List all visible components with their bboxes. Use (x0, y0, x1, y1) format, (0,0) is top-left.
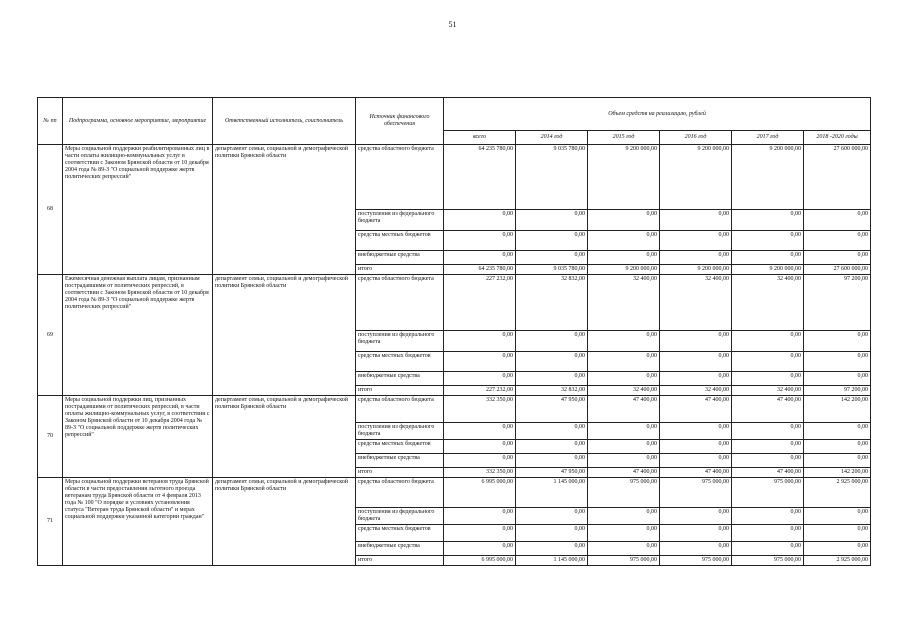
amount-cell: 0,00 (444, 542, 516, 556)
amount-cell: 0,00 (444, 231, 516, 251)
amount-cell: 0,00 (660, 423, 732, 440)
amount-cell: 0,00 (804, 508, 871, 525)
amount-cell: 0,00 (804, 454, 871, 468)
amount-cell: 0,00 (444, 525, 516, 542)
amount-cell: 0,00 (588, 231, 660, 251)
amount-cell: 0,00 (516, 372, 588, 386)
amount-cell: 0,00 (588, 440, 660, 454)
amount-cell: 0,00 (444, 454, 516, 468)
funding-source: средства местных бюджетов (356, 440, 444, 454)
amount-cell: 6 995 000,00 (444, 478, 516, 508)
amount-cell: 0,00 (588, 508, 660, 525)
amount-cell: 0,00 (804, 372, 871, 386)
header-no: № пп (38, 98, 63, 145)
amount-cell: 47 400,00 (732, 396, 804, 423)
amount-cell: 32 400,00 (732, 386, 804, 396)
amount-cell: 0,00 (804, 251, 871, 265)
amount-cell: 142 200,00 (804, 468, 871, 478)
amount-cell: 0,00 (444, 331, 516, 352)
header-year: всего (444, 131, 516, 145)
responsible-executor: департамент семьи, социальной и демографической политики Брянской области (213, 478, 356, 566)
row-number: 71 (38, 478, 63, 566)
amount-cell: 975 000,00 (588, 556, 660, 566)
amount-cell: 975 000,00 (732, 556, 804, 566)
funding-source: внебюджетные средства (356, 372, 444, 386)
amount-cell: 975 000,00 (660, 478, 732, 508)
amount-cell: 47 950,00 (516, 468, 588, 478)
funding-source: средства областного бюджета (356, 478, 444, 508)
amount-cell: 0,00 (804, 231, 871, 251)
amount-cell: 0,00 (660, 251, 732, 265)
amount-cell: 0,00 (588, 331, 660, 352)
header-program: Подпрограмма, основное мероприятие, мероприятие (63, 98, 213, 145)
amount-cell: 0,00 (588, 454, 660, 468)
amount-cell: 47 400,00 (732, 468, 804, 478)
amount-cell: 0,00 (516, 331, 588, 352)
amount-cell: 47 400,00 (660, 396, 732, 423)
amount-cell: 0,00 (444, 372, 516, 386)
header-year: 2018 -2020 годы (804, 131, 871, 145)
funding-source: поступления из федерального бюджета (356, 210, 444, 231)
funding-source: средства местных бюджетов (356, 352, 444, 372)
amount-cell: 0,00 (588, 372, 660, 386)
amount-cell: 0,00 (516, 454, 588, 468)
amount-cell: 0,00 (588, 352, 660, 372)
funding-source: итого (356, 386, 444, 396)
amount-cell: 9 200 000,00 (732, 265, 804, 275)
funding-source: внебюджетные средства (356, 542, 444, 556)
amount-cell: 32 832,00 (516, 275, 588, 331)
program-description: Меры социальной поддержки лиц, признанных пострадавшими от политических репрессий, в части оплаты жилищно-коммунальных услуг, в соответствии с Законом Брянской области от 10 декабря 2004 года № 89-З "О социальной поддержке жертв политических репрессий" (63, 396, 213, 478)
funding-source: средства областного бюджета (356, 396, 444, 423)
funding-source: итого (356, 265, 444, 275)
amount-cell: 9 200 000,00 (732, 145, 804, 210)
funding-source: средства местных бюджетов (356, 231, 444, 251)
amount-cell: 0,00 (732, 372, 804, 386)
header-year: 2014 год (516, 131, 588, 145)
amount-cell: 0,00 (516, 525, 588, 542)
amount-cell: 0,00 (588, 251, 660, 265)
amount-cell: 0,00 (444, 423, 516, 440)
amount-cell: 0,00 (660, 210, 732, 231)
amount-cell: 47 400,00 (588, 396, 660, 423)
amount-cell: 0,00 (660, 331, 732, 352)
amount-cell: 332 350,00 (444, 396, 516, 423)
amount-cell: 2 925 000,00 (804, 556, 871, 566)
amount-cell: 0,00 (732, 440, 804, 454)
amount-cell: 0,00 (804, 542, 871, 556)
amount-cell: 0,00 (804, 331, 871, 352)
amount-cell: 0,00 (732, 331, 804, 352)
amount-cell: 64 235 780,00 (444, 145, 516, 210)
row-number: 70 (38, 396, 63, 478)
amount-cell: 0,00 (516, 508, 588, 525)
amount-cell: 2 925 000,00 (804, 478, 871, 508)
responsible-executor: департамент семьи, социальной и демографической политики Брянской области (213, 275, 356, 396)
amount-cell: 975 000,00 (660, 556, 732, 566)
amount-cell: 0,00 (660, 440, 732, 454)
amount-cell: 97 200,00 (804, 386, 871, 396)
amount-cell: 0,00 (732, 525, 804, 542)
amount-cell: 227 232,00 (444, 386, 516, 396)
amount-cell: 0,00 (804, 423, 871, 440)
amount-cell: 9 035 780,00 (516, 145, 588, 210)
amount-cell: 0,00 (732, 454, 804, 468)
header-year: 2017 год (732, 131, 804, 145)
amount-cell: 0,00 (732, 251, 804, 265)
amount-cell: 32 400,00 (588, 275, 660, 331)
amount-cell: 32 400,00 (660, 386, 732, 396)
amount-cell: 97 200,00 (804, 275, 871, 331)
amount-cell: 0,00 (516, 440, 588, 454)
amount-cell: 1 145 000,00 (516, 556, 588, 566)
amount-cell: 9 200 000,00 (588, 145, 660, 210)
amount-cell: 975 000,00 (588, 478, 660, 508)
amount-cell: 0,00 (732, 210, 804, 231)
amount-cell: 9 200 000,00 (660, 145, 732, 210)
amount-cell: 6 995 000,00 (444, 556, 516, 566)
amount-cell: 0,00 (516, 352, 588, 372)
funding-source: средства местных бюджетов (356, 525, 444, 542)
table-row (38, 145, 871, 210)
amount-cell: 0,00 (732, 352, 804, 372)
amount-cell: 0,00 (516, 423, 588, 440)
amount-cell: 0,00 (732, 231, 804, 251)
funding-source: поступления из федерального бюджета (356, 508, 444, 525)
amount-cell: 0,00 (516, 251, 588, 265)
amount-cell: 0,00 (660, 454, 732, 468)
row-number: 69 (38, 275, 63, 396)
amount-cell: 227 232,00 (444, 275, 516, 331)
amount-cell: 0,00 (804, 525, 871, 542)
amount-cell: 0,00 (444, 352, 516, 372)
program-description: Ежемесячная денежная выплата лицам, признанным пострадавшими от политических репрессий, в соответствии с Законом Брянской области от 10 декабря 2004 года № 89-З "О социальной поддержке жертв политических репрессий" (63, 275, 213, 396)
amount-cell: 0,00 (660, 372, 732, 386)
table-row (38, 275, 871, 331)
amount-cell: 0,00 (804, 440, 871, 454)
funding-source: итого (356, 556, 444, 566)
funding-table (37, 97, 871, 566)
header-source: Источник финансового обеспечения (356, 98, 444, 145)
amount-cell: 0,00 (660, 231, 732, 251)
funding-source: итого (356, 468, 444, 478)
amount-cell: 0,00 (516, 210, 588, 231)
header-year: 2016 год (660, 131, 732, 145)
amount-cell: 0,00 (732, 423, 804, 440)
amount-cell: 0,00 (732, 508, 804, 525)
amount-cell: 9 200 000,00 (588, 265, 660, 275)
program-description: Меры социальной поддержки ветеранов труда Брянской области в части предоставления льготного проезда ветеранам труда Брянской области от 4 февраля 2013 года № 100 "О порядке и условиях установления статуса "Ветеран труда Брянской области" и мерах социальной поддержки указанной категории граждан" (63, 478, 213, 566)
amount-cell: 0,00 (660, 542, 732, 556)
amount-cell: 0,00 (660, 508, 732, 525)
funding-source: поступления из федерального бюджета (356, 331, 444, 352)
funding-source: средства областного бюджета (356, 275, 444, 331)
amount-cell: 47 950,00 (516, 396, 588, 423)
header-volume: Объем средств на реализацию, рублей (444, 98, 871, 131)
amount-cell: 64 235 780,00 (444, 265, 516, 275)
amount-cell: 1 145 000,00 (516, 478, 588, 508)
amount-cell: 0,00 (516, 231, 588, 251)
program-description: Меры социальной поддержки реабилитированных лиц в части оплаты жилищно-коммунальных услуг в соответствии с Законом Брянской области от 10 декабря 2004 года № 89-З "О социальной поддержке жертв политических репрессий" (63, 145, 213, 275)
amount-cell: 27 600 000,00 (804, 145, 871, 210)
amount-cell: 0,00 (660, 352, 732, 372)
amount-cell: 0,00 (660, 525, 732, 542)
amount-cell: 47 400,00 (660, 468, 732, 478)
funding-source: средства областного бюджета (356, 145, 444, 210)
amount-cell: 0,00 (804, 210, 871, 231)
amount-cell: 0,00 (444, 440, 516, 454)
row-number: 68 (38, 145, 63, 275)
amount-cell: 0,00 (732, 542, 804, 556)
header-year: 2015 год (588, 131, 660, 145)
amount-cell: 32 832,00 (516, 386, 588, 396)
responsible-executor: департамент семьи, социальной и демографической политики Брянской области (213, 145, 356, 275)
funding-source: внебюджетные средства (356, 251, 444, 265)
amount-cell: 142 200,00 (804, 396, 871, 423)
funding-source: поступления из федерального бюджета (356, 423, 444, 440)
amount-cell: 9 035 780,00 (516, 265, 588, 275)
amount-cell: 0,00 (588, 525, 660, 542)
amount-cell: 975 000,00 (732, 478, 804, 508)
amount-cell: 0,00 (588, 210, 660, 231)
amount-cell: 0,00 (588, 423, 660, 440)
amount-cell: 0,00 (588, 542, 660, 556)
amount-cell: 0,00 (444, 210, 516, 231)
amount-cell: 9 200 000,00 (660, 265, 732, 275)
amount-cell: 47 400,00 (588, 468, 660, 478)
amount-cell: 32 400,00 (588, 386, 660, 396)
amount-cell: 27 600 000,00 (804, 265, 871, 275)
amount-cell: 0,00 (516, 542, 588, 556)
amount-cell: 0,00 (804, 352, 871, 372)
header-executor: Ответственный исполнитель, соисполнитель (213, 98, 356, 145)
funding-source: внебюджетные средства (356, 454, 444, 468)
amount-cell: 32 400,00 (732, 275, 804, 331)
amount-cell: 32 400,00 (660, 275, 732, 331)
table-row (38, 396, 871, 423)
table-row (38, 478, 871, 508)
amount-cell: 0,00 (444, 251, 516, 265)
page-number: 51 (448, 20, 457, 29)
responsible-executor: департамент семьи, социальной и демографической политики Брянской области (213, 396, 356, 478)
amount-cell: 332 350,00 (444, 468, 516, 478)
amount-cell: 0,00 (444, 508, 516, 525)
